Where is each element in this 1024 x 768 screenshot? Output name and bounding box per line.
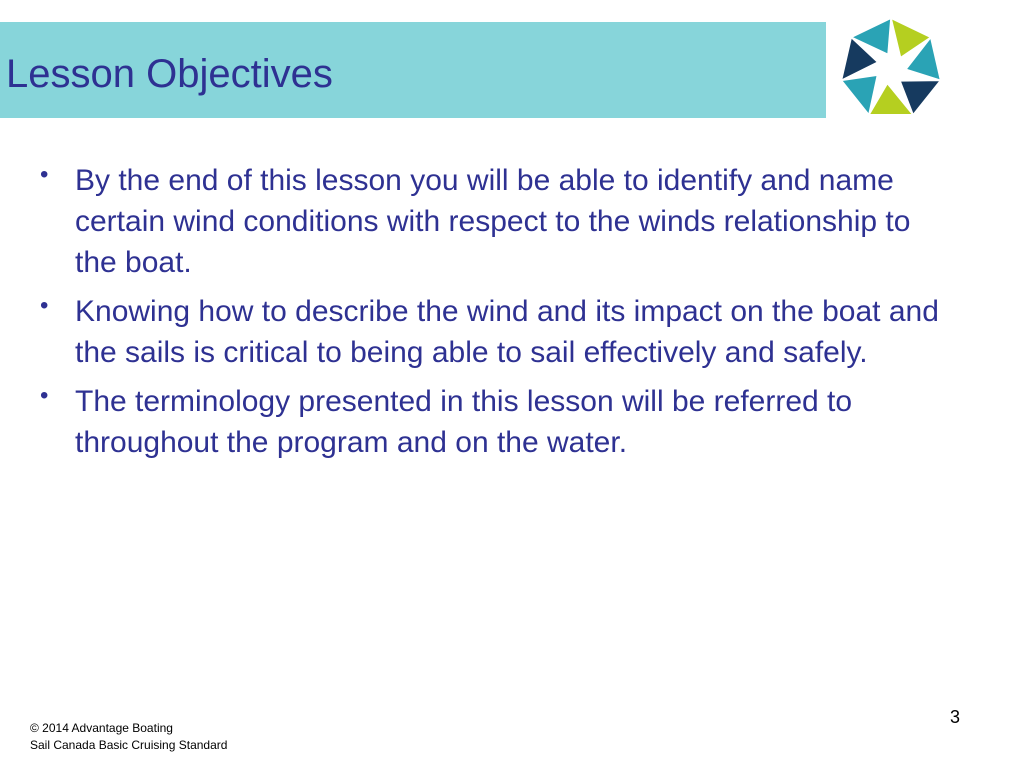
- footer: [30, 720, 227, 754]
- aperture-logo-icon: [838, 16, 944, 122]
- slide-title: Lesson Objectives: [6, 52, 333, 96]
- objective-text: The terminology presented in this lesson will be referred to throughout the program and on the water.: [75, 385, 853, 459]
- objective-item: [40, 381, 960, 463]
- objectives-list: [40, 160, 960, 471]
- objective-item: [40, 291, 960, 373]
- bullet-icon: •: [40, 161, 49, 188]
- objective-text: By the end of this lesson you will be able to identify and name certain wind conditions with respect to the winds relationship to the boat.: [75, 164, 911, 279]
- standard-text: Sail Canada Basic Cruising Standard: [30, 738, 228, 752]
- logo-center: [881, 59, 900, 78]
- bullet-icon: •: [40, 382, 49, 409]
- objective-text: Knowing how to describe the wind and its impact on the boat and the sails is critical to being able to sail effectively and safely.: [75, 295, 939, 369]
- bullet-icon: •: [40, 292, 49, 319]
- page-number: 3: [950, 707, 961, 727]
- objective-item: [40, 160, 960, 283]
- copyright-text: © 2014 Advantage Boating: [30, 721, 173, 735]
